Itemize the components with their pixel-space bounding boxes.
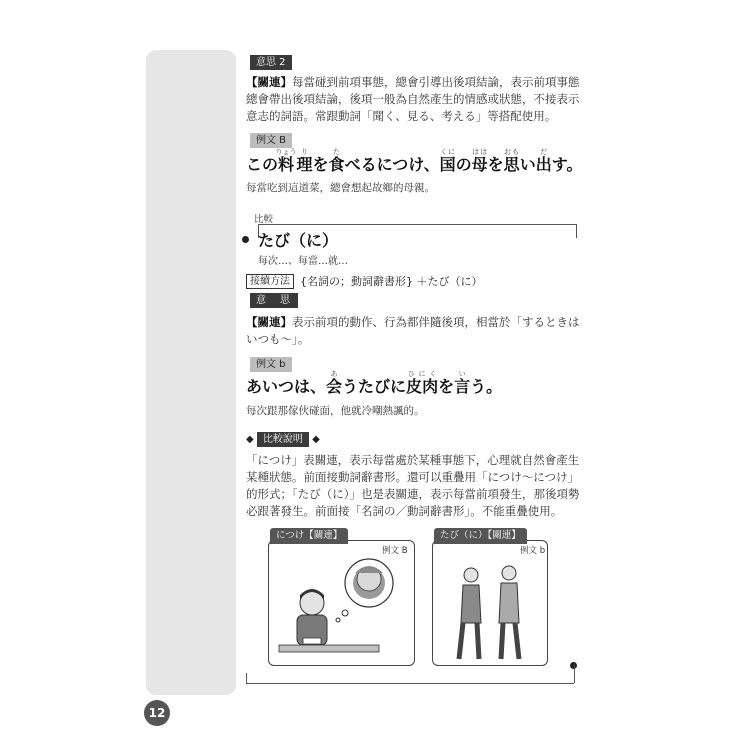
illustration-box-nitsuke [268, 540, 415, 666]
meaning2-tag: 意思 2 [250, 55, 292, 70]
comparison-note-text: 「につけ」表關連，表示每當處於某種事態下，心理就自然會產生某種狀態。前面接動詞辭書形。還可以重疊用「につけ～につけ」的形式；「たび（に）」也是表關連，表示每當前項發生，那後項勢必跟著發生。前面接「名詞の／動詞辭書形」。不能重疊使用。 [246, 453, 580, 518]
example-b-lower-translation: 每次跟那傢伙碰面，他就冷嘲熱諷的。 [246, 405, 425, 417]
compare-label: 比較 [254, 214, 274, 225]
bottom-left-tick [246, 673, 247, 683]
example-b-lower-sentence: あいつは、会あうたびに皮肉ひにくを言いう。 [246, 370, 503, 396]
diamond-icon: ◆ [246, 434, 254, 445]
meaning2-text: 每當碰到前項事態，總會引導出後項結論，表示前項事態總會帶出後項結論，後項一般為自然產生的情感或狀態，不接表示意志的詞語。常跟動詞「聞く、見る、考える」等搭配使用。 [246, 75, 580, 123]
page-sidebar [146, 50, 236, 695]
illustration-box-tabini [432, 540, 548, 666]
diamond-icon: ◆ [312, 434, 320, 445]
illustration-tab-nitsuke: につけ【關連】 [270, 528, 348, 544]
connection-tag: 接續方法 [246, 274, 294, 289]
related-label: 【關連】 [246, 75, 292, 89]
example-b-upper-translation: 每當吃到這道菜，總會想起故鄉的母親。 [246, 182, 435, 194]
meaning-tag: 意 思 [250, 293, 298, 308]
bottom-rule [246, 683, 574, 684]
page-number: 12 [144, 700, 170, 726]
comparison-note-header [246, 432, 320, 447]
related-label: 【關連】 [246, 315, 292, 329]
two-men-illustration [433, 541, 547, 665]
comparison-note-tag: 比較說明 [257, 432, 309, 447]
compare-subtitle: 每次…、每當…就… [258, 256, 348, 267]
example-b-upper-sentence: この料りょう理りを食たべるにつけ、国くにの母ははを思おもい出だす。 [246, 148, 583, 174]
example-b-lower-tag: 例文 b [250, 357, 292, 372]
illustration-example-label: 例文 B [382, 546, 408, 556]
man-eating-illustration [269, 541, 414, 665]
meaning2-paragraph [246, 74, 582, 125]
compare-meaning-paragraph [246, 314, 582, 348]
illustration-tab-tabini: たび（に）【關連】 [434, 528, 527, 544]
compare-corner-rule [576, 224, 577, 238]
illustration-example-label: 例文 b [520, 546, 546, 556]
compare-title: たび（に） [258, 231, 339, 250]
compare-top-rule [258, 224, 576, 225]
compare-dot [242, 236, 249, 243]
bottom-right-rule [574, 665, 575, 683]
example-b-upper-tag: 例文 B [250, 133, 292, 148]
compare-meaning-text: 表示前項的動作、行為都伴隨後項，相當於「するときはいつも～」。 [246, 315, 580, 346]
connection-text: {名詞の；動詞辭書形} ＋たび（に） [300, 275, 483, 288]
